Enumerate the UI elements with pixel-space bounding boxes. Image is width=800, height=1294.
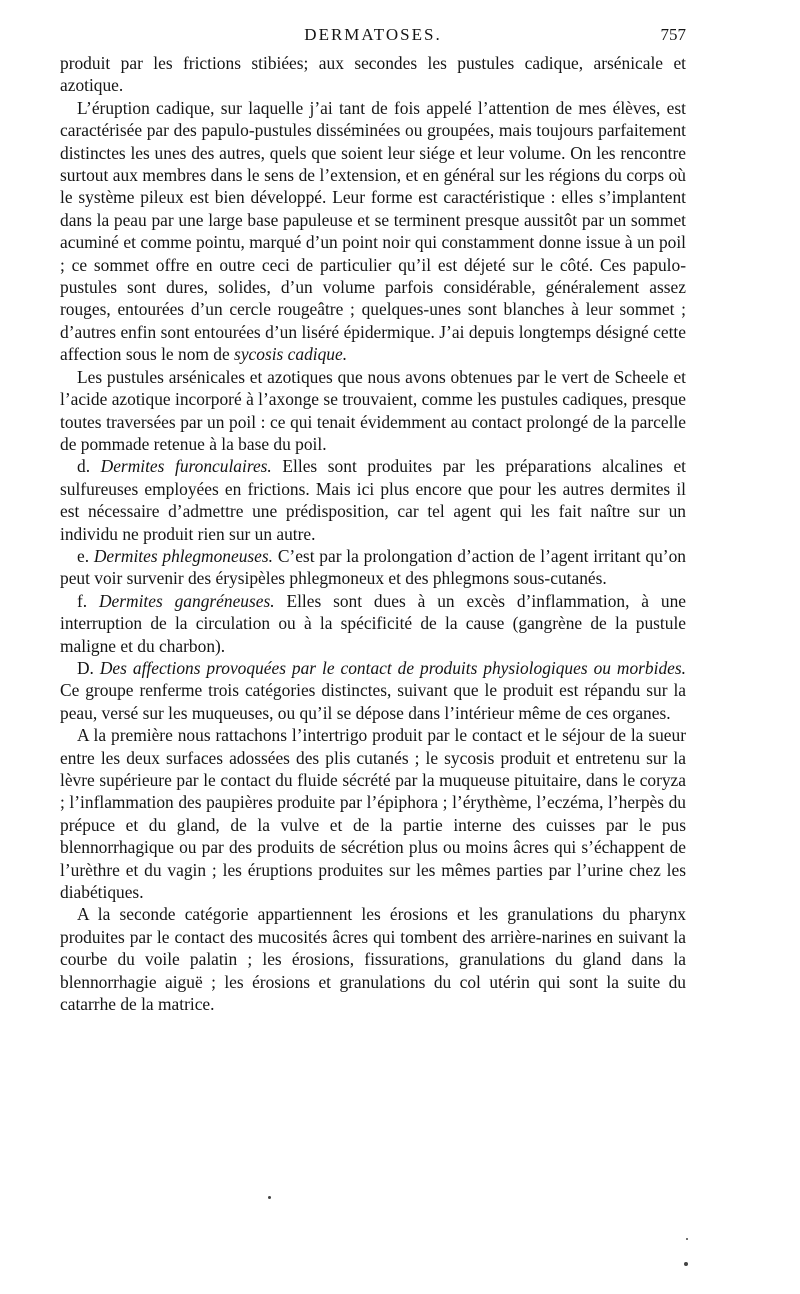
scan-speck xyxy=(686,1238,688,1240)
paragraph-dermites-gangreneuses xyxy=(60,590,686,657)
scan-speck xyxy=(684,1262,688,1266)
paragraph-text: Les pustules arsénicales et azotiques que nous avons obtenues par le vert de Scheele et l’acide azotique incorporé à l’axonge se trouvaient, comme les pustules cadiques, presque toutes traversées par un poil : ce qui tenait évidemment au contact prolongé de la parcelle de pommade retenue à la base du poil. xyxy=(60,366,686,454)
running-head xyxy=(60,22,686,48)
paragraph-premiere-categorie xyxy=(60,724,686,903)
italic-term: sycosis cadique. xyxy=(234,344,348,365)
paragraph-continuation xyxy=(60,52,686,97)
paragraph-seconde-categorie xyxy=(60,903,686,1015)
section-label: e. xyxy=(77,545,90,566)
section-heading: Dermites phlegmoneuses. xyxy=(93,545,274,566)
paragraph-text: A la seconde catégorie appartiennent les érosions et les granulations du pharynx produites par le contact des mucosités âcres qui tombent des arrière-narines en suivant la courbe du voile palatin ; les érosions, fissurations, granulations du gland dans la blennorrhagie aiguë ; les érosions et granulations du col utérin qui sont la suite du catarrhe de la matrice. xyxy=(60,904,686,1015)
section-heading: Dermites furonculaires. xyxy=(100,456,272,477)
page-number: 757 xyxy=(660,25,686,44)
paragraph-text: produit par les frictions stibiées; aux secondes les pustules cadique, arsénicale et azotique. xyxy=(60,53,686,96)
paragraph-text: A la première nous rattachons l’intertrigo produit par le contact et le séjour de la sueur entre les deux surfaces adossées des plis cutanés ; le sycosis produit et entretenu sur la lèvre supérieure par le contact du fluide sécrété par la muqueuse pituitaire, dans le coryza ; l’inflammation des paupières produite par l’épiphora ; l’érythème, l’eczéma, l’herpès du prépuce et du gland, de la vulve et de la partie interne des cuisses par le pus blennorrhagique ou par des produits de sécrétion plus ou moins âcres qui s’échappent de l’urèthre et du vagin ; les éruptions produites sur les mêmes parties par l’urine chez les diabétiques. xyxy=(60,725,686,903)
paragraph-dermites-phlegmoneuses xyxy=(60,545,686,590)
section-label: D. xyxy=(77,657,94,678)
body-text xyxy=(60,52,686,1015)
section-label: d. xyxy=(77,456,91,477)
section-heading: Des affections provoquées par le contact de produits physiologiques ou morbides. xyxy=(99,657,686,678)
paragraph-text: C’est par la prolongation d’action de l’agent irritant qu’on peut voir survenir des érysipèles phlegmoneux et des phlegmons sous-cutanés. xyxy=(60,545,686,589)
paragraph-pustules-arsenicales xyxy=(60,366,686,456)
section-heading: Dermites gangréneuses. xyxy=(99,590,275,611)
paragraph-text: L’éruption cadique, sur laquelle j’ai tant de fois appelé l’attention de mes élèves, est caractérisée par des papulo-pustules disséminées ou groupées, mais toujours parfaitement distinctes les unes des autres, quels que soient leur siége et leur volume. On les rencontre surtout aux membres dans le sens de l’extension, et en général sur les régions du corps où le système pileux est bien développé. Leur forme est caractéristique : elles s’implantent dans la peau par une large base papuleuse et se terminent presque aussitôt par un sommet acuminé et comme pointu, marqué d’un point noir qui constamment donne issue à un poil ; ce sommet offre en outre ceci de particulier qu’il est déjeté sur le côté. Ces papulo-pustules sont dures, solides, d’un volume parfois considérable, généralement assez rouges, entourées d’un cercle rougeâtre ; quelques-unes sont blanches à leur sommet ; d’autres enfin sont entourées d’un liséré épidermique. J’ai depuis longtemps désigné cette affection sous le nom de xyxy=(60,97,686,365)
paragraph-text: Elles sont dues à un excès d’inflammation, à une interruption de la circulation ou à la spécificité de la cause (gangrène de la pustule maligne et du charbon). xyxy=(60,590,686,656)
scan-speck xyxy=(268,1196,271,1199)
paragraph-text: Elles sont produites par les préparations alcalines et sulfureuses employées en frictions. Mais ici plus encore que pour les autres dermites il est nécessaire d’admettre une prédisposition, car tel agent qui les fait naître sur un individu ne produit rien sur un autre. xyxy=(60,456,686,544)
running-title: DERMATOSES. xyxy=(304,25,442,44)
section-label: f. xyxy=(77,590,88,611)
paragraph-text: Ce groupe renferme trois catégories distinctes, suivant que le produit est répandu sur la peau, versé sur les muqueuses, ou qu’il se dépose dans l’intérieur même de ces organes. xyxy=(60,680,686,723)
paragraph-affections-provoquees xyxy=(60,657,686,724)
paragraph-dermites-furonculaires xyxy=(60,455,686,545)
paragraph-eruption-cadique xyxy=(60,97,686,366)
